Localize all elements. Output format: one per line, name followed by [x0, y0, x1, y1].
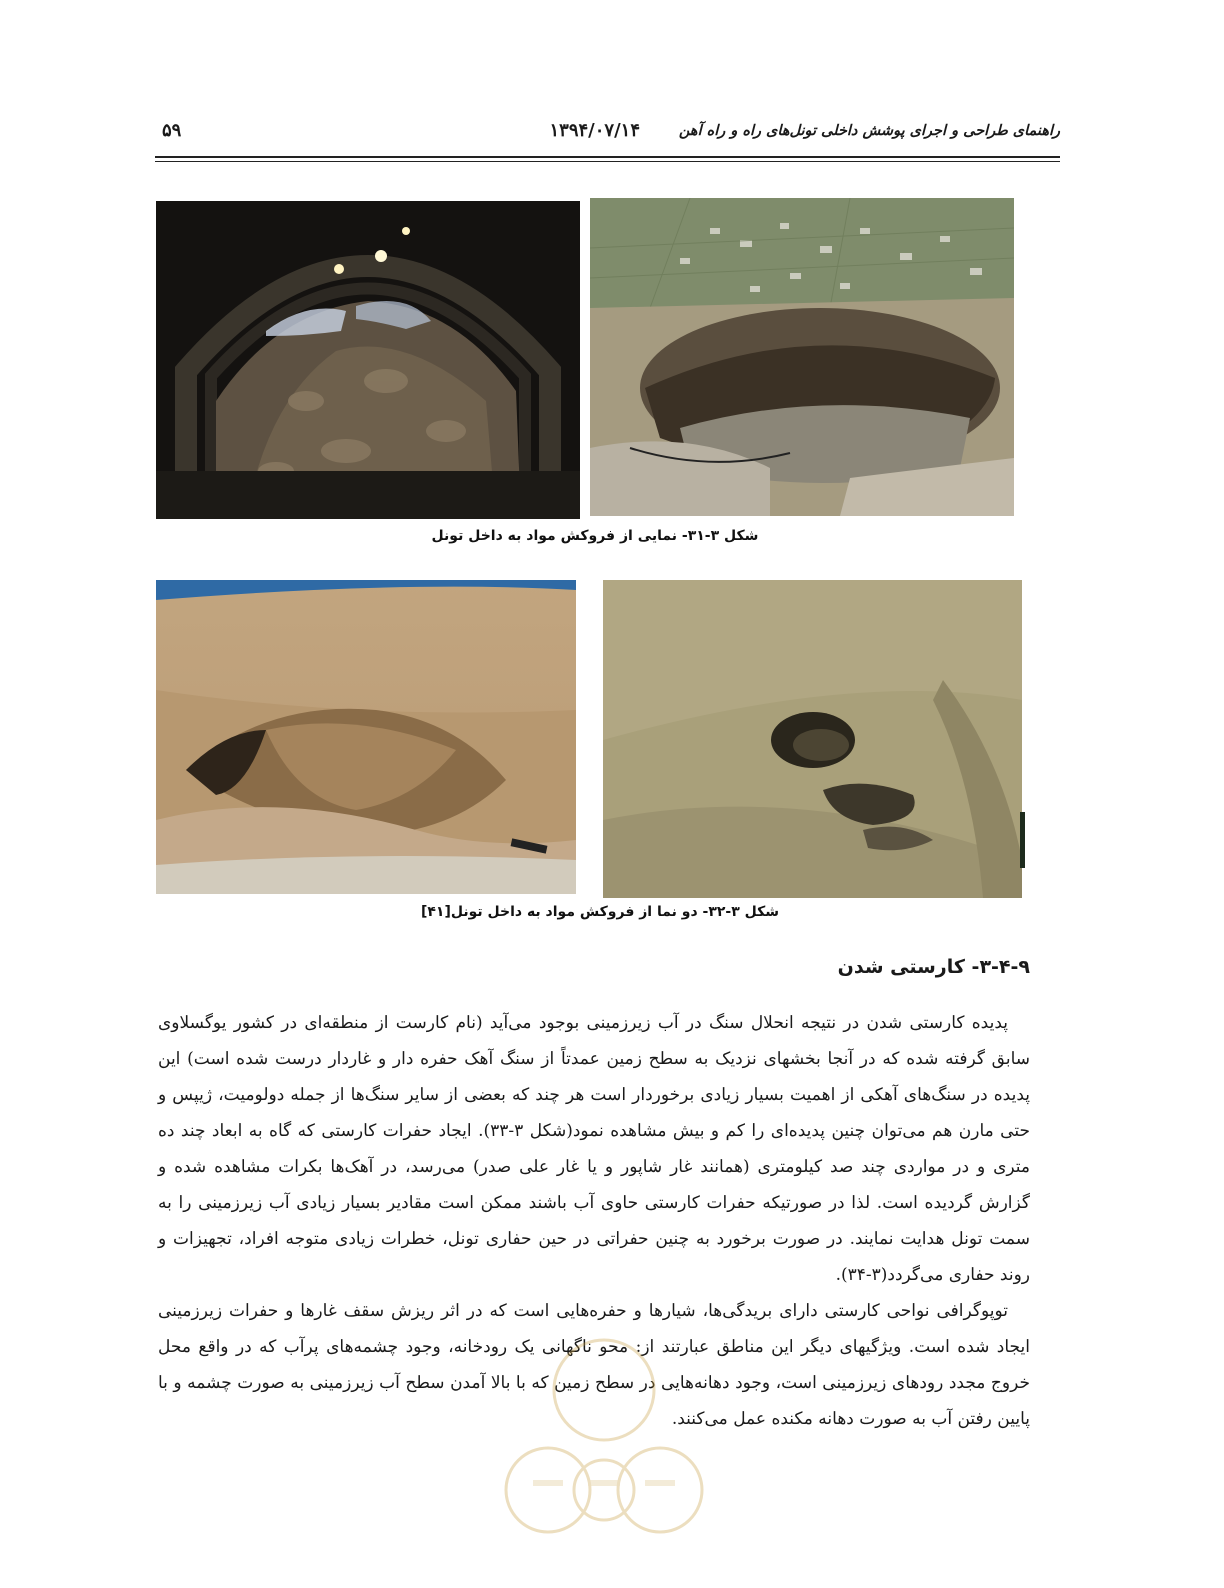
photo-tunnel-collapse	[156, 201, 580, 519]
edge-mark	[1020, 812, 1025, 868]
figure-31-caption: شکل ۳-۳۱- نمایی از فروکش مواد به داخل تونل	[431, 528, 759, 544]
figure-32-caption: شکل ۳-۳۲- دو نما از فروکش مواد به داخل تونل[۴۱]	[420, 904, 780, 920]
photo-hillside-hole	[603, 580, 1022, 898]
document-title: راهنمای طراحی و اجرای پوشش داخلی تونل‌های راه و راه آهن	[678, 122, 1060, 139]
photo-large-crater	[156, 580, 576, 894]
document-date: ۱۳۹۴/۰۷/۱۴	[549, 120, 640, 141]
page-header	[155, 118, 1060, 148]
header-rule-thick	[155, 156, 1060, 158]
page-number: ۵۹	[162, 120, 182, 141]
photo-sinkhole-village	[590, 198, 1014, 516]
watermark-seal	[488, 1320, 720, 1584]
paragraph-karst-topography: توپوگرافی نواحی کارستی دارای بریدگی‌ها، شیارها و حفره‌هایی است که در اثر ریزش سقف غارها و حفرات زیرزمینی ایجاد شده است. ویژگیهای دیگر این مناطق عبارتند از: محو ناگهانی یک رودخانه، وجود چشمه‌های پرآب که در واقع محل خروج مجدد رودهای زیرزمینی است، وجود دهانه‌هایی در سطح زمین که با بالا آمدن سطح آب زیرزمینی به صورت چشمه و با پایین رفتن آب به صورت دهانه مکنده عمل می‌کنند.	[158, 1301, 1030, 1429]
header-rule-thin	[155, 161, 1060, 162]
section-heading: ۳-۴-۹- کارستی شدن	[837, 956, 1030, 978]
paragraph-karst-definition: پدیده کارستی شدن در نتیجه انحلال سنگ در آب زیرزمینی بوجود می‌آید (نام کارست از منطقه‌ای در کشور یوگسلاوی سابق گرفته شده که در آنجا بخشهای نزدیک به سطح زمین عمدتاً از سنگ آهک حفره دار و غاردار درست شده است) این پدیده در سنگ‌های آهکی از اهمیت بسیار زیادی برخوردار است هر چند که بعضی از سایر سنگ‌ها از جمله دولومیت، ژیپس و حتی مارن هم می‌توان چنین پدیده‌ای را کم و بیش مشاهده نمود(شکل ۳-۳۳). ایجاد حفرات کارستی که گاه به ابعاد چند ده متری و در مواردی چند صد کیلومتری (همانند غار شاپور و یا غار علی صدر) می‌رسد، در آهک‌ها بکرات مشاهده شده و گزارش گردیده است. لذا در صورتیکه حفرات کارستی حاوی آب باشند ممکن است مقادیر بسیار زیادی آب زیرزمینی را به سمت تونل هدایت نمایند. در صورت برخورد به چنین حفراتی در حین حفاری تونل، خطرات زیادی متوجه افراد، تجهیزات و روند حفاری می‌گردد(۳-۳۴).	[158, 1013, 1030, 1285]
